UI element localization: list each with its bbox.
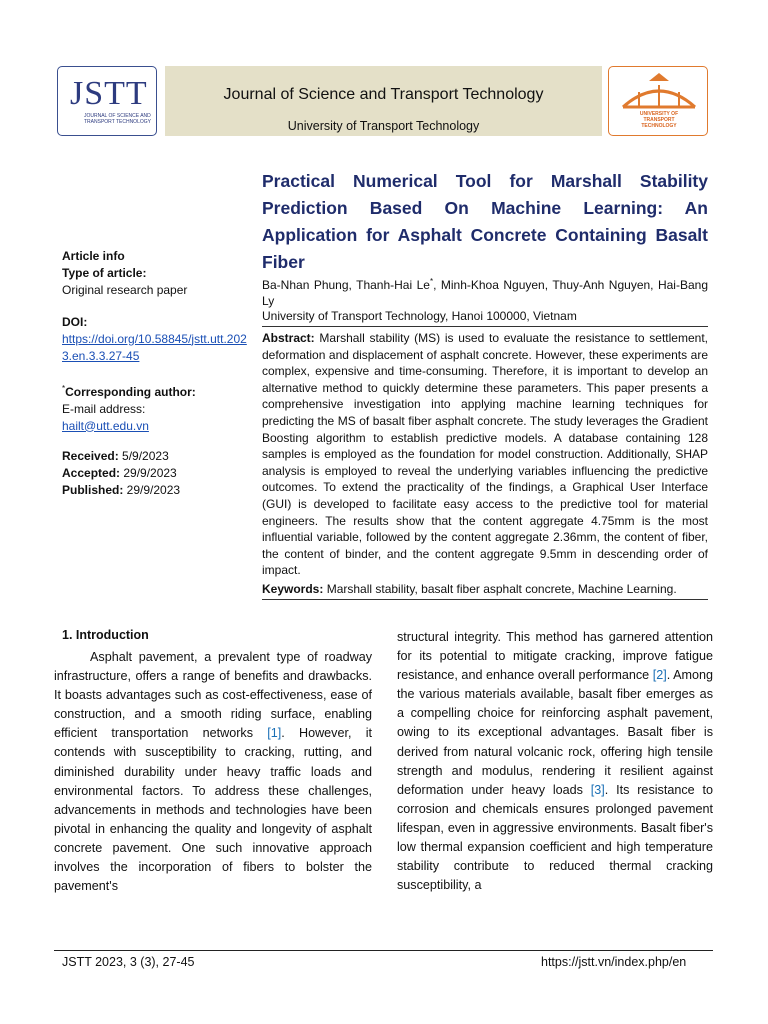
- authors-part-1: Ba-Nhan Phung, Thanh-Hai Le: [262, 278, 430, 292]
- abstract-label: Abstract:: [262, 331, 315, 345]
- intro-text-5: . Its resistance to corrosion and chemicals ensures prolonged pavement lifespan, even in aggressive environments. Basalt fiber's low thermal expansion coefficient and high temperature stability contribute to reduced thermal cracking susceptibility, a: [397, 782, 713, 893]
- abstract: [262, 330, 708, 579]
- section-heading: 1. Introduction: [62, 628, 149, 642]
- university-logo-text: UNIVERSITY OF TRANSPORT TECHNOLOGY: [639, 111, 679, 129]
- jstt-logo: [57, 66, 157, 136]
- university-name: University of Transport Technology: [287, 119, 480, 133]
- footer-citation: JSTT 2023, 3 (3), 27-45: [62, 955, 195, 969]
- keywords-label: Keywords:: [262, 582, 324, 596]
- article-info-heading: Article info: [62, 249, 125, 263]
- email-link[interactable]: hailt@utt.edu.vn: [62, 418, 149, 433]
- journal-title: Journal of Science and Transport Technology: [223, 86, 544, 103]
- abstract-top-rule: [262, 326, 708, 327]
- email-label: E-mail address:: [62, 401, 146, 416]
- published-label: Published:: [62, 482, 124, 497]
- intro-text-1: Asphalt pavement, a prevalent type of roadway infrastructure, offers a range of benefits and drawbacks. It boasts advantages such as cost-effectiveness, ease of construction, and a smooth riding surface, enabling efficient transportation networks: [54, 650, 372, 741]
- footer-url[interactable]: https://jstt.vn/index.php/en: [541, 955, 687, 969]
- body-right-column: [397, 628, 713, 895]
- intro-text-2: . However, it contends with susceptibility to cracking, rutting, and diminished durability under heavy traffic loads and environmental factors. To address these challenges, advancements in methods and technologies have been pivotal in enhancing the quality and longevity of asphalt concrete pavement. One such innovative approach involves the incorporation of fibers to bolster the pavement's: [54, 726, 372, 894]
- published-value: 29/9/2023: [123, 482, 181, 497]
- paper-title: Practical Numerical Tool for Marshall Stability Prediction Based On Machine Learning: An Application for Asphalt Concrete Containing Basalt Fiber: [262, 171, 708, 272]
- citation-1[interactable]: [1]: [267, 726, 282, 741]
- keywords: [262, 581, 708, 597]
- footer-rule: [54, 950, 713, 951]
- corresponding-mark: *: [429, 277, 434, 286]
- keywords-text: Marshall stability, basalt fiber asphalt concrete, Machine Learning.: [323, 582, 677, 596]
- accepted-value: 29/9/2023: [120, 465, 177, 480]
- accepted-label: Accepted:: [62, 465, 121, 480]
- citation-3[interactable]: [3]: [590, 782, 605, 797]
- abstract-text: Marshall stability (MS) is used to evaluate the resistance to settlement, deformation and displacement of asphalt concrete. However, these experiments are complex, expensive and time-consuming. Therefore, it is important to develop an alternative method to quickly determine these parameters. This paper presents a comprehensive investigation into applying machine learning techniques for predicting the MS of basalt fiber asphalt concrete. The study leverages the Gradient Boosting algorithm to establish predictive models. A database containing 128 samples is employed as the foundation for model construction. Additionally, SHAP analysis is employed to reveal the underlying variables influencing the predictive outcomes. To extend the practicality of the findings, a Graphical User Interface (GUI) is developed to facilitate easy access to the predictive tool for material engineers. The results show that the content aggregate 4.75mm is the most influential variable, followed by the content aggregate 2.36mm, the content of fiber, the content of binder, and the content aggregate 9.5mm in descending order of impact.: [262, 331, 708, 578]
- received-label: Received:: [62, 449, 119, 463]
- university-logo: [608, 66, 708, 136]
- intro-text-4: . Among the various materials available, basalt fiber emerges as a compelling choice for reinforcing asphalt pavement, owing to its exceptional advantages. Basalt fiber is derived from natural volcanic rock, offering high tensile strength and modulus, rendering it resilient against deformation under heavy loads: [397, 668, 713, 797]
- affiliation: University of Transport Technology, Hanoi 100000, Vietnam: [262, 309, 577, 323]
- bridge-icon: [609, 67, 709, 113]
- body-left-column: [54, 648, 372, 896]
- type-value: Original research paper: [62, 282, 188, 297]
- author-list: [262, 274, 708, 309]
- authors-part-2: , Minh-Khoa Nguyen, Thuy-Anh Nguyen, Hai-Bang Ly: [262, 278, 708, 308]
- doi-block: [62, 314, 252, 364]
- abstract-bottom-rule: [262, 599, 708, 600]
- type-label: Type of article:: [62, 265, 147, 280]
- dates-block: [62, 448, 252, 498]
- doi-link[interactable]: https://doi.org/10.58845/jstt.utt.2023.en.3.3.27-45: [62, 331, 247, 363]
- jstt-logo-text: JSTT: [70, 75, 148, 112]
- corresponding-block: [62, 381, 252, 434]
- doi-label: DOI:: [62, 315, 88, 329]
- jstt-logo-subtitle: JOURNAL OF SCIENCE AND TRANSPORT TECHNOLOGY: [84, 113, 151, 125]
- citation-2[interactable]: [2]: [652, 668, 667, 683]
- article-info: [62, 248, 252, 298]
- corresponding-star: *: [62, 384, 66, 393]
- corresponding-label: Corresponding author:: [65, 385, 196, 399]
- received-value: 5/9/2023: [118, 449, 169, 463]
- intro-text-3: structural integrity. This method has garnered attention for its potential to mitigate cracking, improve fatigue resistance, and enhance overall performance: [397, 630, 713, 683]
